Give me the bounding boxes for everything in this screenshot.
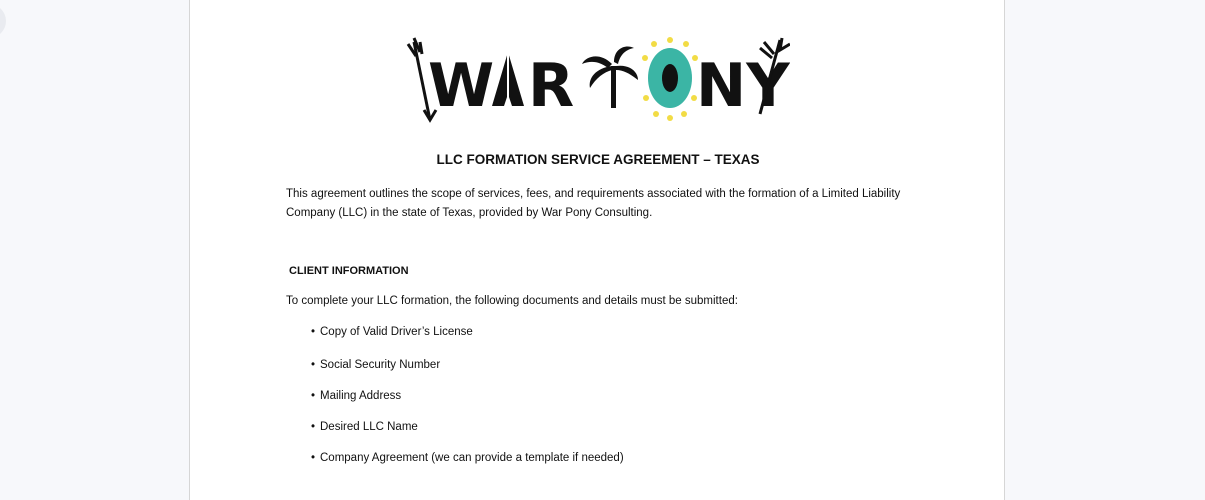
list-item: [311, 326, 473, 338]
arrowhead-a-icon: [492, 52, 524, 110]
bullet-icon: •: [311, 390, 316, 402]
bullet-icon: •: [311, 421, 316, 433]
bullet-icon: •: [311, 452, 316, 464]
war-pony-logo: [400, 34, 790, 126]
logo-letter-r: R: [528, 51, 575, 121]
list-item-text: Mailing Address: [320, 390, 402, 402]
logo-letter-w: W: [428, 51, 495, 121]
client-information-heading: CLIENT INFORMATION: [289, 265, 409, 277]
list-item-text: Desired LLC Name: [320, 421, 418, 433]
logo-letters-ny: NY: [696, 51, 790, 121]
requirements-lead: To complete your LLC formation, the following documents and details must be submitted:: [286, 295, 738, 307]
list-item: [311, 421, 418, 433]
intro-paragraph: This agreement outlines the scope of services, fees, and requirements associated with the formation of a Limited Liability Company (LLC) in the state of Texas, provided by War Pony Consulting.: [286, 188, 901, 219]
list-item-text: Company Agreement (we can provide a template if needed): [320, 452, 624, 464]
side-panel-toggle[interactable]: [0, 4, 6, 38]
bullet-icon: •: [311, 359, 316, 371]
document-page: [189, 0, 1005, 500]
document-title: LLC FORMATION SERVICE AGREEMENT – TEXAS: [436, 152, 760, 167]
list-item: [311, 359, 440, 371]
list-item: [311, 390, 401, 402]
list-item: [311, 452, 624, 464]
bullet-icon: •: [311, 326, 316, 338]
list-item-text: Copy of Valid Driver’s License: [320, 326, 473, 338]
list-item-text: Social Security Number: [320, 359, 441, 371]
